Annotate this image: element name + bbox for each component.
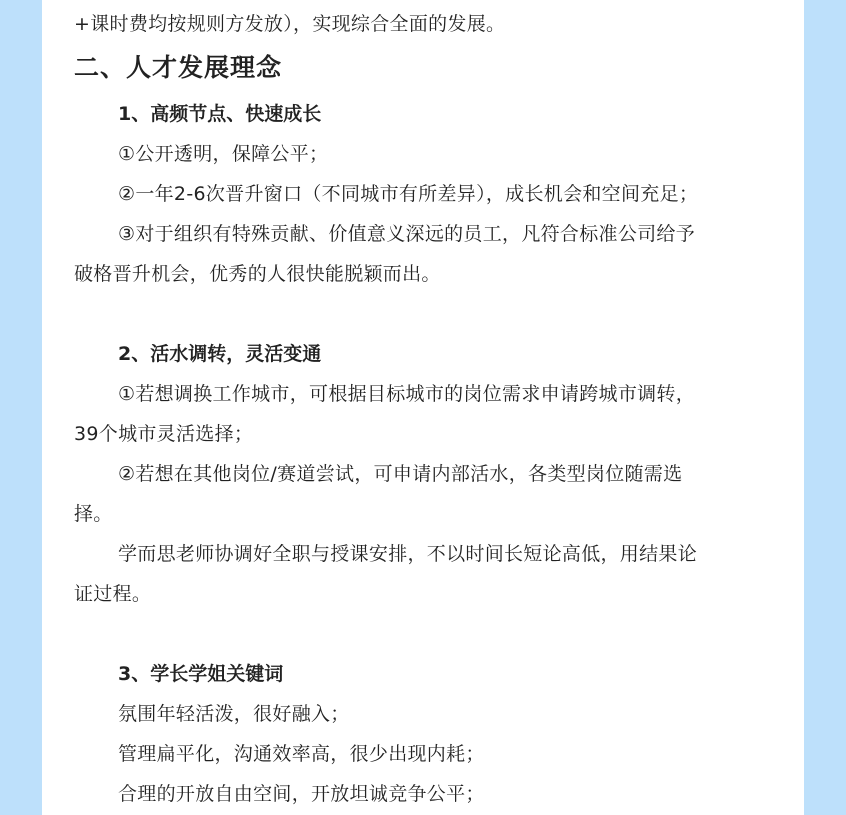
paragraph-line: 学而思老师协调好全职与授课安排，不以时间长短论高低，用结果论 (118, 543, 698, 565)
paragraph-line: 氛围年轻活泼，很好融入； (118, 703, 350, 725)
paragraph-line: 证过程。 (74, 583, 152, 605)
subsection-title-3: 3、学长学姐关键词 (118, 663, 284, 685)
paragraph-line: 择。 (74, 503, 113, 525)
paragraph-line: ①若想调换工作城市，可根据目标城市的岗位需求申请跨城市调转， (118, 383, 696, 405)
article-page (42, 0, 804, 815)
paragraph-line: ③对于组织有特殊贡献、价值意义深远的员工，凡符合标准公司给予 (118, 223, 696, 245)
section-title: 二、人才发展理念 (74, 53, 283, 82)
paragraph-line: 破格晋升机会，优秀的人很快能脱颖而出。 (74, 263, 441, 285)
paragraph-line: ①公开透明，保障公平； (118, 143, 329, 165)
paragraph-line: 合理的开放自由空间，开放坦诚竞争公平； (118, 783, 485, 805)
intro-paragraph-tail: +课时费均按规则方发放），实现综合全面的发展。 (74, 13, 506, 35)
paragraph-line: 39个城市灵活选择； (74, 423, 254, 445)
subsection-title-2: 2、活水调转，灵活变通 (118, 343, 322, 365)
paragraph-line: 管理扁平化，沟通效率高，很少出现内耗； (118, 743, 485, 765)
paragraph-line: ②一年2-6次晋升窗口（不同城市有所差异），成长机会和空间充足； (118, 183, 699, 205)
subsection-title-1: 1、高频节点、快速成长 (118, 103, 322, 125)
paragraph-line: ②若想在其他岗位/赛道尝试，可申请内部活水，各类型岗位随需选 (118, 463, 683, 485)
